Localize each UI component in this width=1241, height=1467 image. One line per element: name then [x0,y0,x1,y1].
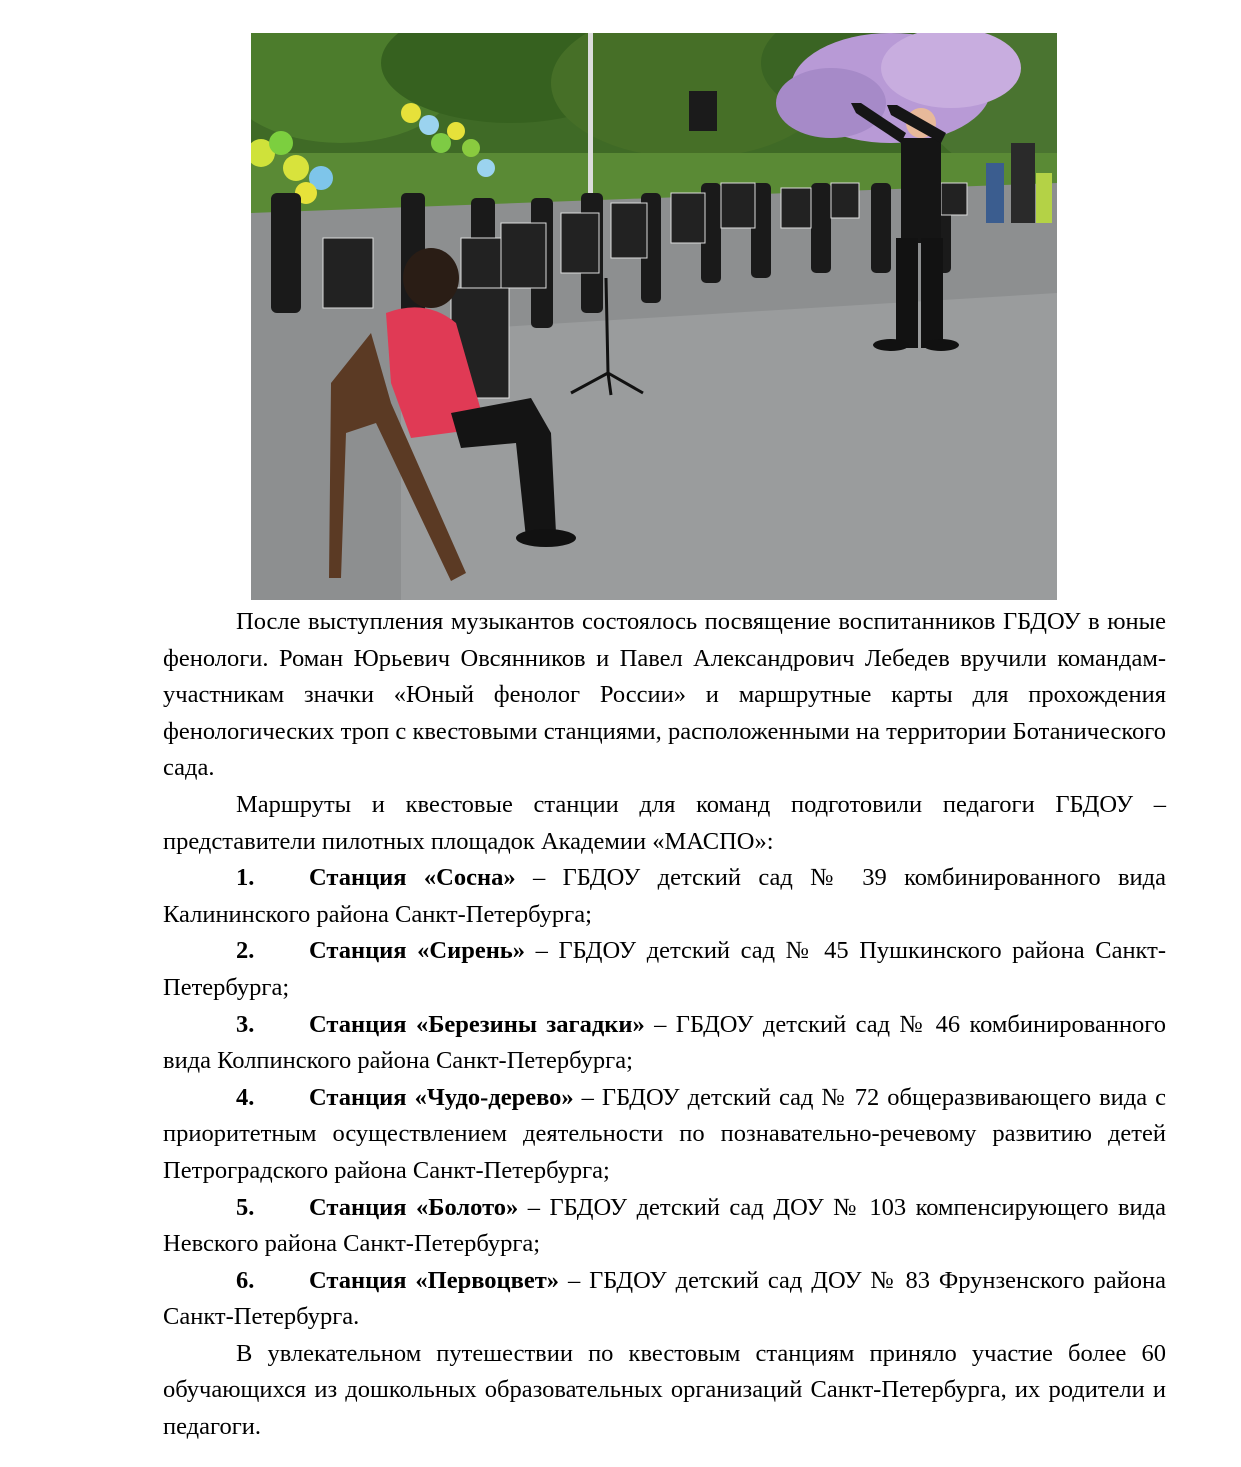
list-number: 6. [236,1266,255,1294]
paragraph-ceremony: После выступления музыкантов состоялось посвящение воспитанников ГБДОУ в юные фенологи. Роман Юрьевич Овсянников и Павел Александрович Лебедев вручили командам-участникам значки «Юный фенолог России» и маршрутные карты для прохождения фенологических троп с квестовыми станциями, расположенными на территории Ботанического сада. [163,608,1166,782]
list-number: 3. [236,1010,255,1038]
station-name: Станция «Первоцвет» [309,1266,560,1294]
list-number: 5. [236,1193,255,1221]
photo-illustration [251,33,1057,600]
paragraph-stations-intro: Маршруты и квестовые станции для команд подготовили педагоги ГБДОУ – представители пилотных площадок Академии «МАСПО»: [163,790,1166,855]
list-item [163,1007,1166,1080]
station-description: – ГБДОУ детский сад № 72 общеразвивающего вида с приоритетным осуществлением деятельности по познавательно-речевому развитию детей Петроградского района Санкт-Петербурга; [163,1083,1166,1184]
article-text [163,604,1166,1446]
list-number: 1. [236,864,255,892]
station-description: – ГБДОУ детский сад ДОУ № 83 Фрунзенского района Санкт-Петербурга. [163,1266,1166,1331]
list-item [163,1080,1166,1190]
station-name: Станция «Чудо-дерево» [309,1083,574,1111]
station-description: – ГБДОУ детский сад № 45 Пушкинского района Санкт-Петербурга; [163,937,1166,1001]
list-item [163,1263,1166,1336]
station-name: Станция «Сосна» [309,864,516,892]
photo-accordion-orchestra [251,33,1057,600]
list-item [163,860,1166,933]
station-name: Станция «Болото» [309,1193,519,1221]
paragraph-participation: В увлекательном путешествии по квестовым станциям приняло участие более 60 обучающихся из дошкольных образовательных организаций Санкт-Петербурга, их родители и педагоги. [163,1339,1166,1441]
station-description: – ГБДОУ детский сад № 39 комбинированного вида Калининского района Санкт-Петербурга; [163,864,1166,928]
list-number: 2. [236,937,255,965]
list-item [163,933,1166,1006]
list-item [163,1190,1166,1263]
station-description: – ГБДОУ детский сад ДОУ № 103 компенсирующего вида Невского района Санкт-Петербурга; [163,1193,1166,1258]
station-name: Станция «Березины загадки» [309,1010,645,1038]
station-name: Станция «Сирень» [309,937,526,965]
list-number: 4. [236,1083,255,1111]
station-description: – ГБДОУ детский сад № 46 комбинированного вида Колпинского района Санкт-Петербурга; [163,1010,1166,1075]
